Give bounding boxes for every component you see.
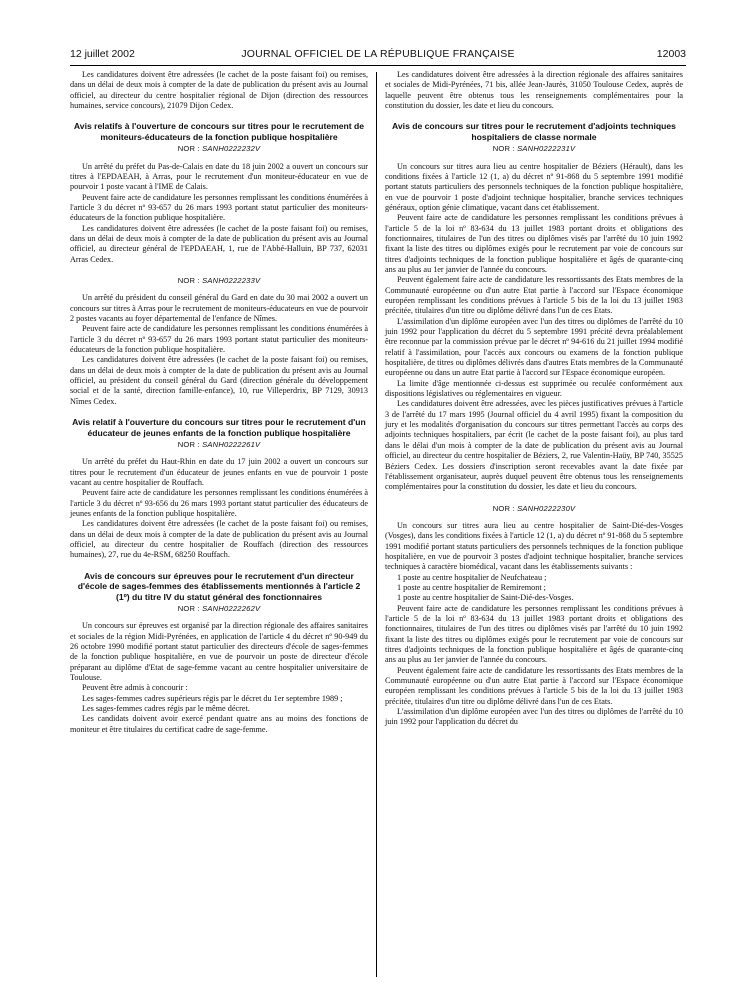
paragraph: Les candidatures doivent être adressées, avec les pièces justificatives prévues à l'article 3 de l'arrêté du 17 mars 1995 (Journal officiel du 4 avril 1995) fixant la composition du jury et les modalités d'organisation du concours sur titres permettant l'accès au corps des adjoints techniques hospitaliers, par écrit (le cachet de la poste faisant foi), au plus tard dans le délai d'un mois à compter de la date de publication du présent avis au Journal officiel, au directeur du centre hospitalier de Béziers, 2, rue Valentin-Haüy, BP 740, 35525 Béziers Cedex. Les dossiers d'inscription seront recevables avant la date fixée par l'établissement organisateur, auprès duquel peuvent être obtenus tous les renseignements complémentaires pour la constitution du dossier, les date et lieu du concours. [385, 399, 683, 492]
paragraph: Les sages-femmes cadres supérieurs régis par le décret du 1er septembre 1989 ; [82, 693, 343, 703]
nor-reference: NOR : SANH0222262V [177, 603, 261, 613]
paragraph: Un arrêté du préfet du Pas-de-Calais en date du 18 juin 2002 a ouvert un concours sur titres à l'EPDAEAH, à Arras, pour le recrutement d'un moniteur-éducateur en vue de pourvoir 1 poste vacant à l'IME de Calais. [70, 161, 368, 192]
paragraph: Un arrêté du président du conseil général du Gard en date du 30 mai 2002 a ouvert un concours sur titres à Arras pour le recrutement de moniteurs-éducateurs en vue de pourvoir 2 postes vacants au foyer départemental de l'enfance de Nîmes. [70, 293, 368, 323]
paragraph: Un arrêté du préfet du Haut-Rhin en date du 17 juin 2002 a ouvert un concours sur titres pour le recrutement d'un éducateur de jeunes enfants en vue de pourvoir 1 poste vacant au centre hospitalier de Rouffach. [70, 457, 368, 487]
paragraph: Peuvent faire acte de candidature les personnes remplissant les conditions prévues à l'article 5 de la loi nº 83-634 du 13 juillet 1983 portant droits et obligations des fonctionnaires, titulaires de l'un des titres ou diplômes visés par l'arrêté du 10 juin 1992 fixant la liste des titres ou diplômes exigés pour le recrutement par voie de concours sur titres d'adjoints techniques de la fonction publique hospitalière et âgés de quarante-cinq ans au plus au 1er janvier de l'année du concours. [385, 603, 683, 665]
paragraph: Peuvent également faire acte de candidature les ressortissants des Etats membres de la Communauté européenne ou d'un autre Etat partie à l'accord sur l'Espace économique européen remplissant les conditions prévues à l'article 5 bis de la loi du 13 juillet 1983 précitée, titulaires d'un titre ou diplôme délivré dans l'un de ces Etats. [385, 665, 683, 706]
paragraph: Les candidats doivent avoir exercé pendant quatre ans au moins des fonctions de moniteur et être titulaires du certificat cadre de sage-femme. [70, 714, 368, 734]
nor-reference: NOR : SANH0222230V [492, 503, 576, 513]
paragraph: Les candidatures doivent être adressées à la direction régionale des affaires sanitaires et sociales de Midi-Pyrénées, 71 bis, allée Jean-Jaurès, 31050 Toulouse Cedex, auprès de laquelle peuvent être obtenus tous les renseignements complémentaires pour la constitution du dossier, les date et lieu du concours. [385, 70, 683, 111]
column-separator [376, 72, 377, 977]
paragraph: Un concours sur titres aura lieu au centre hospitalier de Béziers (Hérault), dans les conditions fixées à l'article 12 (1, a) du décret nº 91-868 du 5 septembre 1991 modifié portant statuts particuliers des personnels techniques de la fonction publique hospitalière, en vue de pourvoir 1 poste d'adjoint technique hospitalier, branche services techniques généraux, option génie climatique, vacant dans cet établissement. [385, 161, 683, 212]
paragraph: La limite d'âge mentionnée ci-dessus est supprimée ou reculée conformément aux dispositions législatives ou réglementaires en vigueur. [385, 378, 683, 399]
list-item: 1 poste au centre hospitalier de Saint-Dié-des-Vosges. [397, 593, 574, 603]
paragraph: Les candidatures doivent être adressées (le cachet de la poste faisant foi) ou remises, dans un délai de deux mois à compter de la date de publication du présent avis au Journal officiel, au directeur du centre hospitalier régional de Dijon (direction des ressources humaines, service concours), 21079 Dijon Cedex. [70, 70, 368, 111]
nor-reference: NOR : SANH0222232V [177, 144, 261, 154]
paragraph: Un concours sur épreuves est organisé par la direction régionale des affaires sanitaires et sociales de la région Midi-Pyrénées, en application de l'article 4 du décret nº 90-949 du 26 octobre 1990 modifié portant statut particulier des directeurs d'école de sages-femmes de la fonction publique hospitalière, en vue de pourvoir un poste de directeur d'école préparant au diplôme d'Etat de sage-femme vacant au centre hospitalier universitaire de Toulouse. [70, 621, 368, 682]
left-column [70, 70, 368, 735]
page-header [70, 48, 686, 64]
paragraph: L'assimilation d'un diplôme européen avec l'un des titres ou diplômes de l'arrêté du 10 juin 1992 pour l'application du décret du 5 septembre 1991 précité devra préalablement être reconnue par la commission prévue par le décret nº 94-616 du 21 juillet 1994 modifié relatif à l'assimilation, pour l'accès aux concours ou examens de la fonction publique hospitalière, de titres ou diplômes délivrés dans d'autres Etats membres de la Communauté européenne ou dans un autre Etat partie à l'accord sur l'Espace économique européen. [385, 316, 683, 378]
list-item: 1 poste au centre hospitalier de Remiremont ; [397, 582, 546, 592]
paragraph: Les candidatures doivent être adressées (le cachet de la poste faisant foi) ou remises, dans un délai de deux mois à compter de la date de publication du présent avis au Journal officiel, au président du conseil général du Gard (direction générale du développement social et de la santé, direction famille-enfance), 10, rue Villeperdrix, BP 7129, 30913 Nîmes Cedex. [70, 355, 368, 406]
paragraph: Peuvent faire acte de candidature les personnes remplissant les conditions énumérées à l'article 3 du décret nº 93-657 du 26 mars 1993 portant statut particulier des moniteurs-éducateurs de la fonction publique hospitalière. [70, 192, 368, 223]
paragraph: Peuvent également faire acte de candidature les ressortissants des Etats membres de la Communauté européenne ou d'un autre Etat partie à l'accord sur l'Espace économique européen remplissant les conditions prévues à l'article 5 bis de la loi du 13 juillet 1983 précitée, titulaires d'un titre ou diplôme délivré dans l'un de ces Etats. [385, 275, 683, 316]
paragraph: Un concours sur titres aura lieu au centre hospitalier de Saint-Dié-des-Vosges (Vosges), dans les conditions fixées à l'article 12 (1, a) du décret nº 91-868 du 5 septembre 1991 modifié portant statuts particuliers des personnels techniques de la fonction publique hospitalière, en vue de pourvoir 3 postes d'adjoint technique hospitalier, branche services techniques à caractère biomédical, vacant dans les établissements suivants : [385, 520, 683, 572]
paragraph: Les candidatures doivent être adressées (le cachet de la poste faisant foi) ou remises, dans un délai de deux mois à compter de la date de publication du présent avis au Journal officiel, au directeur général de l'EPDAEAH, 1, rue de l'Abbé-Halluin, BP 737, 62031 Arras Cedex. [70, 223, 368, 264]
paragraph: L'assimilation d'un diplôme européen avec l'un des titres ou diplômes de l'arrêté du 10 juin 1992 pour l'application du décret du [385, 707, 683, 727]
section-title: Avis de concours sur épreuves pour le recrutement d'un directeur d'école de sages-femmes des établissements mentionnés à l'article 2 (1º) du titre IV du statut général des fonctionnaires [77, 570, 361, 602]
nor-reference: NOR : SANH0222261V [177, 439, 261, 449]
section-title: Avis de concours sur titres pour le recrutement d'adjoints techniques hospitaliers de classe normale [392, 121, 676, 142]
paragraph: Peuvent faire acte de candidature les personnes remplissant les conditions énumérées à l'article 3 du décret nº 93-657 du 26 mars 1993 portant statut particulier des moniteurs-éducateurs de la fonction publique hospitalière. [70, 324, 368, 355]
page-number: 12003 [656, 48, 686, 60]
section-title: Avis relatif à l'ouverture du concours sur titres pour le recrutement d'un éducateur de jeunes enfants de la fonction publique hospitalière [72, 417, 366, 438]
paragraph: Peuvent faire acte de candidature les personnes remplissant les conditions énumérées à l'article 3 du décret nº 93-656 du 26 mars 1993 portant statut particulier des éducateurs de jeunes enfants de la fonction publique hospitalière. [70, 488, 368, 518]
paragraph: Les sages-femmes cadres régis par le même décret. [82, 704, 250, 713]
nor-reference: NOR : SANH0222231V [492, 144, 576, 154]
paragraph: Les candidatures doivent être adressées (le cachet de la poste faisant foi) ou remises, dans un délai de deux mois à compter de la date de publication du présent avis au Journal officiel, au directeur du centre hospitalier de Rouffach (direction des ressources humaines), 27, rue du 4e-RSM, 68250 Rouffach. [70, 519, 368, 560]
paragraph: Peuvent être admis à concourir : [82, 683, 188, 693]
right-column [385, 70, 683, 728]
issue-date: 12 juillet 2002 [70, 48, 135, 60]
paragraph: Peuvent faire acte de candidature les personnes remplissant les conditions prévues à l'article 5 de la loi nº 83-634 du 13 juillet 1983 portant droits et obligations des fonctionnaires, titulaires de l'un des titres ou diplômes visés par l'arrêté du 10 juin 1992 fixant la liste des titres ou diplômes exigés pour le recrutement par voie de concours sur titres d'adjoints techniques de la fonction publique hospitalière et âgés de quarante-cinq ans au plus au 1er janvier de l'année du concours. [385, 213, 683, 274]
header-rule [70, 65, 686, 66]
section-title: Avis relatifs à l'ouverture de concours sur titres pour le recrutement de moniteurs-éducateurs de la fonction publique hospitalière [73, 121, 365, 142]
nor-reference: NOR : SANH0222233V [177, 275, 261, 285]
journal-title: JOURNAL OFFICIEL DE LA RÉPUBLIQUE FRANÇAISE [241, 48, 515, 60]
list-item: 1 poste au centre hospitalier de Neufchateau ; [397, 572, 547, 582]
